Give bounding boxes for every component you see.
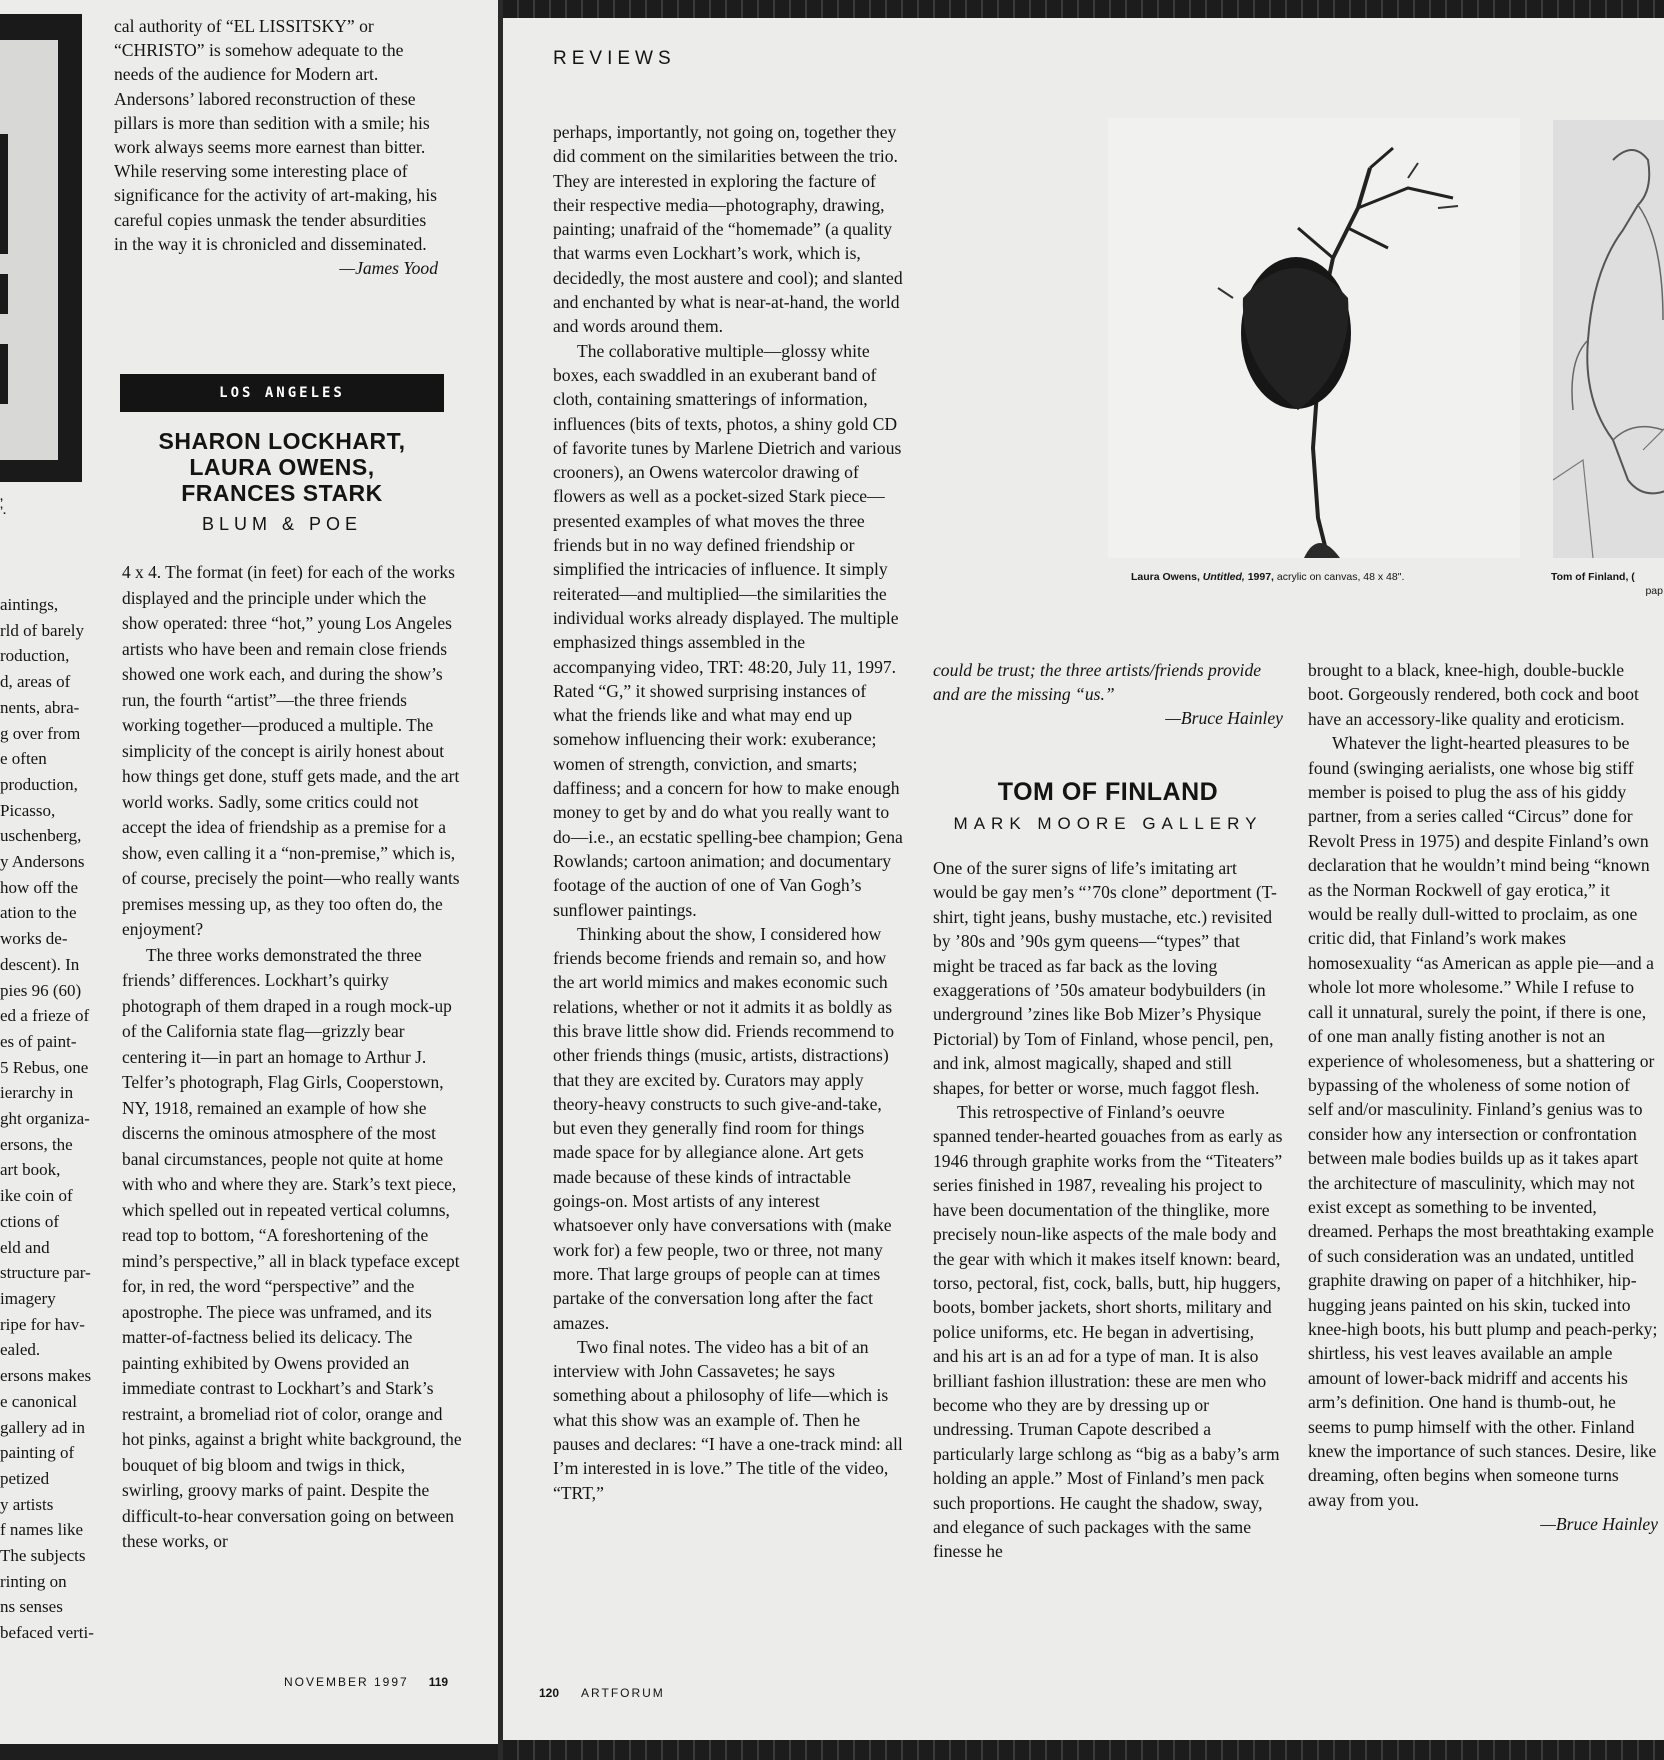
text-line: structure par- [0, 1263, 91, 1283]
text-line: ripe for hav- [0, 1314, 85, 1334]
lockhart-review-column [122, 560, 466, 1655]
james-yood-review-end [114, 14, 438, 280]
paragraph: perhaps, importantly, not going on, together they did comment on the similarities between the trio. They are interested in exploring the facture of their respective media—photography, drawing, painting; unafraid of the “homemade” (a quality that warms even Lockhart’s work, which is, decidedly, the most austere and cool); and slanted and enchanted by what is near-at-hand, the world and words around them. [553, 122, 903, 337]
text-line: f names like [0, 1520, 84, 1540]
text-line: e often [0, 749, 47, 769]
review-headline: SHARON LOCKHART, LAURA OWENS, FRANCES STARK [158, 428, 406, 506]
text-line: roduction, [0, 646, 70, 666]
page-number: 120 [539, 1686, 560, 1700]
review-headline: TOM OF FINLAND [997, 778, 1219, 806]
text-line: ealed. [0, 1340, 41, 1360]
text-line: Picasso, [0, 800, 56, 820]
paragraph: Thinking about the show, I considered how friends become friends and remain so, and how the art world mimics and makes economic such relations, whether or not it admits it as boldly as this brave little show did. Friends recommend to other friends things (music, artists, distractions) that they are excited by. Curators may apply theory-heavy constructs to such give-and-take, but even they generally find room for things made space for by allegiance alone. Art gets made because of these kinds of intractable goings-on. Most artists of any interest whatsoever only have conversations with (make work for) a few people, two or three, not many more. That large groups of people can at times partake of the conversation long after the fact amazes. [553, 923, 895, 1333]
text-line: works de- [0, 929, 68, 949]
text-line: eld and [0, 1237, 50, 1257]
paragraph: Whatever the light-hearted pleasures to be found (swinging aerialists, one whose big stiff member is poised to plug the ass of his giddy partner, from a series called “Circus” done for Revolt Press in 1975) and despite Finland’s own declaration that he wouldn’t mind being “known as the Norman Rockwell of gay erotica,” it would be really dull-witted to proclaim, as one critic did, that Finland’s work makes homosexuality “as American as apple pie—and a whole lot more wholesome.” While I refuse to call it unnatural, surely the point, if there is one, of one man anally fisting another is not an experience of wholesomeness, but a shattering or bypassing of the wholeness of some notion of self and/or masculinity. Finland’s genius was to consider how any intersection or confrontation between male bodies builds up as it takes apart the architecture of masculinity, which may not exist except as something to be invented, dreamed. Perhaps the most breathtaking example of such consideration was an undated, untitled graphite drawing on paper of a hitchhiker, hip-hugging jeans painted on his skin, tucked into knee-high boots, his butt plump and peach-perky; shirtless, his vest leaves available an ample amount of lower-back midriff and accents his arm’s definition. One hand is thumb-out, he seems to pump himself with the other. Finland knew the importance of such stances. Desire, like dreaming, often begins when someone turns away from you. [1308, 733, 1658, 1510]
byline: —Bruce Hainley [1165, 708, 1283, 729]
text-line: gallery ad in [0, 1417, 85, 1437]
text-line: ersons, the [0, 1134, 73, 1154]
text-line: rld of barely [0, 620, 85, 640]
review-gallery: BLUM & POE [201, 514, 363, 534]
issue-date: NOVEMBER 1997 [284, 1675, 409, 1689]
text-line: ike coin of [0, 1186, 73, 1206]
lockhart-review-end [933, 658, 1283, 731]
figure-caption-owens: Laura Owens, Untitled, 1997, acrylic on canvas, 48 x 48". [1131, 571, 1405, 583]
paragraph: could be trust; the three artists/friends provide and are the missing “us.” [933, 660, 1262, 705]
text-line: how off the [0, 877, 79, 897]
text-line: descent). In [0, 954, 80, 974]
scan-edge-bottom [503, 1740, 1664, 1760]
left-page [0, 0, 498, 1760]
figure-caption-finland: Tom of Finland, ( pap [1551, 571, 1663, 597]
text-line: ed a frieze of [0, 1006, 90, 1026]
finland-review-continued [1308, 658, 1658, 1666]
text-line: ght organiza- [0, 1109, 90, 1129]
text-line: e canonical [0, 1391, 77, 1411]
laura-owens-painting [1108, 118, 1520, 558]
text-line: befaced verti- [0, 1623, 94, 1643]
section-label: REVIEWS [553, 48, 676, 69]
cropped-photo-caption: , ’. [0, 491, 7, 517]
magazine-name: ARTFORUM [581, 1686, 665, 1700]
tom-of-finland-drawing [1553, 120, 1664, 558]
text-line: aintings, [0, 595, 59, 614]
text-line: y artists [0, 1494, 54, 1514]
text-line: The subjects [0, 1546, 86, 1566]
text-line: ierarchy in [0, 1083, 74, 1103]
paragraph: The three works demonstrated the three friends’ differences. Lockhart’s quirky photograph of them draped in a rough mock-up of the California state flag—grizzly bear centering it—in part an homage to Arthur J. Telfer’s photograph, Flag Girls, Cooperstown, NY, 1918, remained an example of how she discerns the ominous atmosphere of the most banal circumstances, people not quite at home with who and where they are. Stark’s text piece, which spelled out in repeated vertical columns, read top to bottom, “A foreshortening of the mind’s perspective,” all in black typeface except for, in red, the word “perspective” and the apostrophe. The piece was unframed, and its matter-of-factness belied its delicacy. The painting exhibited by Owens provided an immediate contrast to Lockhart’s and Stark’s restraint, a bromeliad riot of color, orange and hot pinks, against a bright white background, the bouquet of big bloom and twigs in thick, swirling, groovy marks of paint. Despite the difficult-to-hear conversation going on between these works, or [122, 944, 462, 1551]
page-number: 119 [428, 1675, 449, 1689]
text-line: d, areas of [0, 672, 71, 692]
text-line: rinting on [0, 1571, 67, 1591]
scan-edge-top [503, 0, 1664, 18]
text-line: es of paint- [0, 1031, 77, 1051]
text-line: production, [0, 774, 78, 794]
finland-review-column [933, 856, 1283, 1666]
paragraph: The collaborative multiple—glossy white boxes, each swaddled in an exuberant band of cloth, containing smatterings of information, influences (bits of texts, photos, a shiny gold CD of favorite tunes by Marlene Dietrich and various crooners), an Owens watercolor drawing of flowers as well as a pocket-sized Stark piece—presented examples of what moves the three friends but in no way defined friendship or simplified the intricacies of influence. It simply reiterated—and multiplied—the similarities the individual works already displayed. The multiple emphasized things assembled in the accompanying video, TRT: 48:20, July 11, 1997. Rated “G,” it showed surprising instances of what the friends like and what may end up somehow influencing their work: exuberance; women of strength, conviction, and smarts; daffiness; and a concern for how to make enough money to get by and do what you really want to do—i.e., an ecstatic spelling-bee champion; Gena Rowlands; cartoon animation; and documentary footage of the auction of one of Van Gogh’s sunflower paintings. [553, 340, 903, 920]
text-line: ation to the [0, 903, 77, 923]
text-line: pies 96 (60) [0, 980, 82, 1000]
paragraph: brought to a black, knee-high, double-buckle boot. Gorgeously rendered, both cock and boot have an accessory-like quality and eroticism. [1308, 660, 1639, 729]
text-line: ctions of [0, 1211, 60, 1231]
text-line: petized [0, 1468, 50, 1488]
scan-edge-bottom-left [0, 1744, 498, 1760]
paragraph: cal authority of “EL LISSITSKY” or “CHRISTO” is somehow adequate to the needs of the audience for Modern art. Andersons’ labored reconstruction of these pillars is more than sedition with a smile; his work always seems more earnest than bitter. While reserving some interesting place of significance for the activity of art-making, his careful copies unmask the tender absurdities in the way it is chronicled and disseminated. [114, 16, 437, 254]
paragraph: This retrospective of Finland’s oeuvre spanned tender-hearted gouaches from as early as 1946 through graphite works from the “Titeaters” series finished in 1987, revealing his project to have been documentation of the thinglike, more precisely noun-like aspects of the male body and the gear with which it makes itself known: beard, torso, pectoral, fist, cock, balls, butt, hip huggers, boots, bomber jackets, short shorts, military and police uniforms, etc. He began in advertising, and his art is an ad for a type of man. It is also brilliant fashion illustration: these are men who become who they are by dressing up or undressing. Truman Capote described a particularly large schlong as “big as a baby’s arm holding an apple.” Most of Finland’s men pack such proportions. He caught the shadow, sway, and elegance of such packages with the same finesse he [933, 1102, 1283, 1562]
paragraph: Two final notes. The video has a bit of an interview with John Cassavetes; he says something about a philosophy of life—which is what this show was an example of. Then he pauses and declares: “I have a one-track mind: all I’m interested in is love.” The title of the video, “TRT,” [553, 1336, 903, 1503]
byline: —James Yood [339, 258, 438, 279]
text-line: nents, abra- [0, 697, 80, 717]
paragraph: One of the surer signs of life’s imitating art would be gay men’s “’70s clone” deportment (T-shirt, tight jeans, bushy mustache, etc.) revisited by ’80s and ’90s gym queens—“types” that might be traced as far back as the loving exaggerations of ’50s amateur bodybuilders (in underground ’zines like Bob Mizer’s Physique Pictorial) by Tom of Finland, whose pencil, pen, and ink, almost magically, shaped and still shapes, for better or worse, much faggot flesh. [933, 858, 1277, 1098]
lockhart-review-continued [553, 120, 903, 1660]
text-line: ersons makes [0, 1366, 92, 1386]
text-line: art book, [0, 1160, 61, 1180]
page-folio-left [284, 1675, 448, 1689]
city-label: LOS ANGELES [120, 374, 444, 412]
right-page [503, 0, 1664, 1760]
text-line: g over from [0, 723, 81, 743]
cropped-text-column [0, 592, 112, 1652]
text-line: uschenberg, [0, 826, 82, 846]
text-line: imagery [0, 1288, 56, 1308]
page-folio-right [539, 1686, 665, 1700]
text-line: painting of [0, 1443, 75, 1463]
paragraph: 4 x 4. The format (in feet) for each of the works displayed and the principle under which the show operated: three “hot,” young Los Angeles artists who have been and remain close friends showed one work each, and during the show’s run, the fourth “artist”—the three friends working together—produced a multiple. The simplicity of the concept is airily honest about how things get done, stuff gets made, and the art world works. Sadly, some critics could not accept the idea of friendship as a premise for a show, even calling it a “non-premise,” which is, of course, precisely the point—who really wants premises messing up, as they too often do, the enjoyment? [122, 562, 460, 939]
text-line: ns senses [0, 1597, 63, 1617]
review-gallery: MARK MOORE GALLERY [953, 814, 1263, 833]
text-line: y Andersons [0, 852, 85, 872]
text-line: 5 Rebus, one [0, 1057, 89, 1077]
cropped-photo [0, 14, 82, 482]
byline: —Bruce Hainley [1540, 1514, 1658, 1535]
